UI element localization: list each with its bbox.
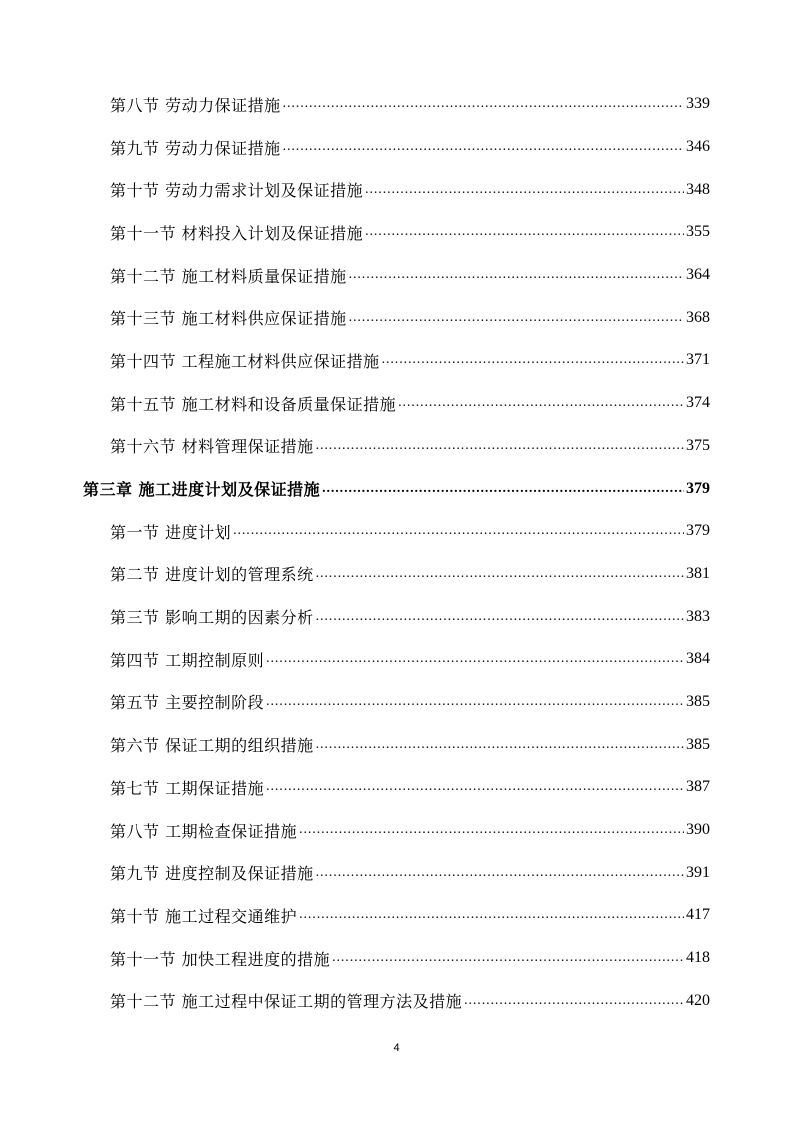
toc-dot-leader	[365, 222, 684, 242]
toc-entry-page-number: 390	[686, 821, 710, 839]
toc-dot-leader	[332, 948, 684, 968]
toc-section-entry[interactable]	[0, 809, 793, 852]
toc-entry-title: 第十一节 加快工程进度的措施	[110, 949, 331, 969]
toc-entry-page-number: 385	[686, 735, 710, 753]
toc-entry-title: 第一节 进度计划	[110, 522, 232, 542]
toc-entry-title: 第十四节 工程施工材料供应保证措施	[110, 351, 380, 371]
toc-dot-leader	[365, 180, 684, 200]
toc-chapter-entry[interactable]	[0, 467, 793, 510]
toc-section-entry[interactable]	[0, 510, 793, 553]
page-number: 4	[393, 1042, 400, 1054]
toc-entry-title: 第九节 劳动力保证措施	[110, 138, 281, 158]
toc-dot-leader	[266, 692, 684, 712]
toc-dot-leader	[283, 94, 684, 114]
toc-entry-title: 第十六节 材料管理保证措施	[110, 437, 314, 457]
toc-entry-page-number: 385	[686, 692, 710, 710]
toc-entry-title: 第十一节 材料投入计划及保证措施	[110, 223, 364, 243]
toc-entry-page-number: 374	[686, 394, 710, 412]
toc-dot-leader	[322, 479, 684, 499]
toc-entry-title: 第三节 影响工期的因素分析	[110, 608, 314, 628]
toc-entry-title: 第十五节 施工材料和设备质量保证措施	[110, 394, 397, 414]
toc-section-entry[interactable]	[0, 638, 793, 681]
toc-entry-title: 第八节 工期检查保证措施	[110, 821, 298, 841]
toc-entry-page-number: 346	[686, 138, 710, 156]
toc-dot-leader	[316, 607, 684, 627]
toc-section-entry[interactable]	[0, 83, 793, 126]
toc-dot-leader	[266, 777, 684, 797]
toc-dot-leader	[398, 393, 684, 413]
toc-entry-page-number: 384	[686, 650, 710, 668]
toc-entry-title: 第四节 工期控制原则	[110, 650, 265, 670]
toc-entry-title: 第三章 施工进度计划及保证措施	[83, 480, 321, 500]
toc-section-entry[interactable]	[0, 382, 793, 425]
toc-section-entry[interactable]	[0, 296, 793, 339]
toc-section-entry[interactable]	[0, 894, 793, 937]
toc-entry-title: 第十节 施工过程交通维护	[110, 906, 298, 926]
toc-entry-title: 第九节 进度控制及保证措施	[110, 864, 314, 884]
toc-section-entry[interactable]	[0, 254, 793, 297]
toc-entry-page-number: 348	[686, 180, 710, 198]
toc-entry-page-number: 420	[686, 991, 710, 1009]
toc-section-entry[interactable]	[0, 851, 793, 894]
toc-entry-title: 第八节 劳动力保证措施	[110, 95, 281, 115]
table-of-contents	[0, 83, 793, 1022]
toc-entry-page-number: 418	[686, 949, 710, 967]
toc-dot-leader	[316, 436, 684, 456]
toc-section-entry[interactable]	[0, 979, 793, 1022]
toc-entry-title: 第十二节 施工过程中保证工期的管理方法及措施	[110, 992, 463, 1012]
toc-dot-leader	[299, 820, 684, 840]
toc-section-entry[interactable]	[0, 723, 793, 766]
toc-entry-page-number: 391	[686, 863, 710, 881]
toc-dot-leader	[316, 735, 684, 755]
toc-section-entry[interactable]	[0, 211, 793, 254]
toc-entry-page-number: 381	[686, 564, 710, 582]
toc-section-entry[interactable]	[0, 595, 793, 638]
toc-entry-title: 第十二节 施工材料质量保证措施	[110, 266, 347, 286]
toc-dot-leader	[349, 265, 684, 285]
toc-entry-title: 第二节 进度计划的管理系统	[110, 565, 314, 585]
toc-dot-leader	[316, 564, 684, 584]
toc-entry-page-number: 375	[686, 436, 710, 454]
toc-dot-leader	[464, 991, 684, 1011]
toc-dot-leader	[349, 308, 684, 328]
toc-section-entry[interactable]	[0, 937, 793, 980]
toc-entry-title: 第六节 保证工期的组织措施	[110, 736, 314, 756]
toc-entry-page-number: 379	[686, 522, 710, 540]
toc-entry-page-number: 371	[686, 351, 710, 369]
toc-section-entry[interactable]	[0, 553, 793, 596]
toc-section-entry[interactable]	[0, 126, 793, 169]
toc-dot-leader	[283, 137, 684, 157]
toc-entry-page-number: 368	[686, 308, 710, 326]
toc-entry-page-number: 364	[686, 266, 710, 284]
toc-dot-leader	[316, 863, 684, 883]
toc-entry-title: 第十三节 施工材料供应保证措施	[110, 309, 347, 329]
toc-dot-leader	[266, 649, 684, 669]
toc-entry-page-number: 355	[686, 223, 710, 241]
toc-dot-leader	[233, 521, 684, 541]
toc-section-entry[interactable]	[0, 339, 793, 382]
toc-section-entry[interactable]	[0, 425, 793, 468]
toc-dot-leader	[382, 350, 684, 370]
toc-entry-title: 第七节 工期保证措施	[110, 778, 265, 798]
toc-section-entry[interactable]	[0, 168, 793, 211]
toc-entry-title: 第十节 劳动力需求计划及保证措施	[110, 181, 364, 201]
toc-entry-page-number: 417	[686, 906, 710, 924]
toc-entry-page-number: 379	[686, 479, 710, 497]
toc-section-entry[interactable]	[0, 681, 793, 724]
toc-dot-leader	[299, 905, 684, 925]
toc-entry-page-number: 383	[686, 607, 710, 625]
toc-entry-title: 第五节 主要控制阶段	[110, 693, 265, 713]
toc-entry-page-number: 339	[686, 95, 710, 113]
toc-section-entry[interactable]	[0, 766, 793, 809]
toc-entry-page-number: 387	[686, 778, 710, 796]
